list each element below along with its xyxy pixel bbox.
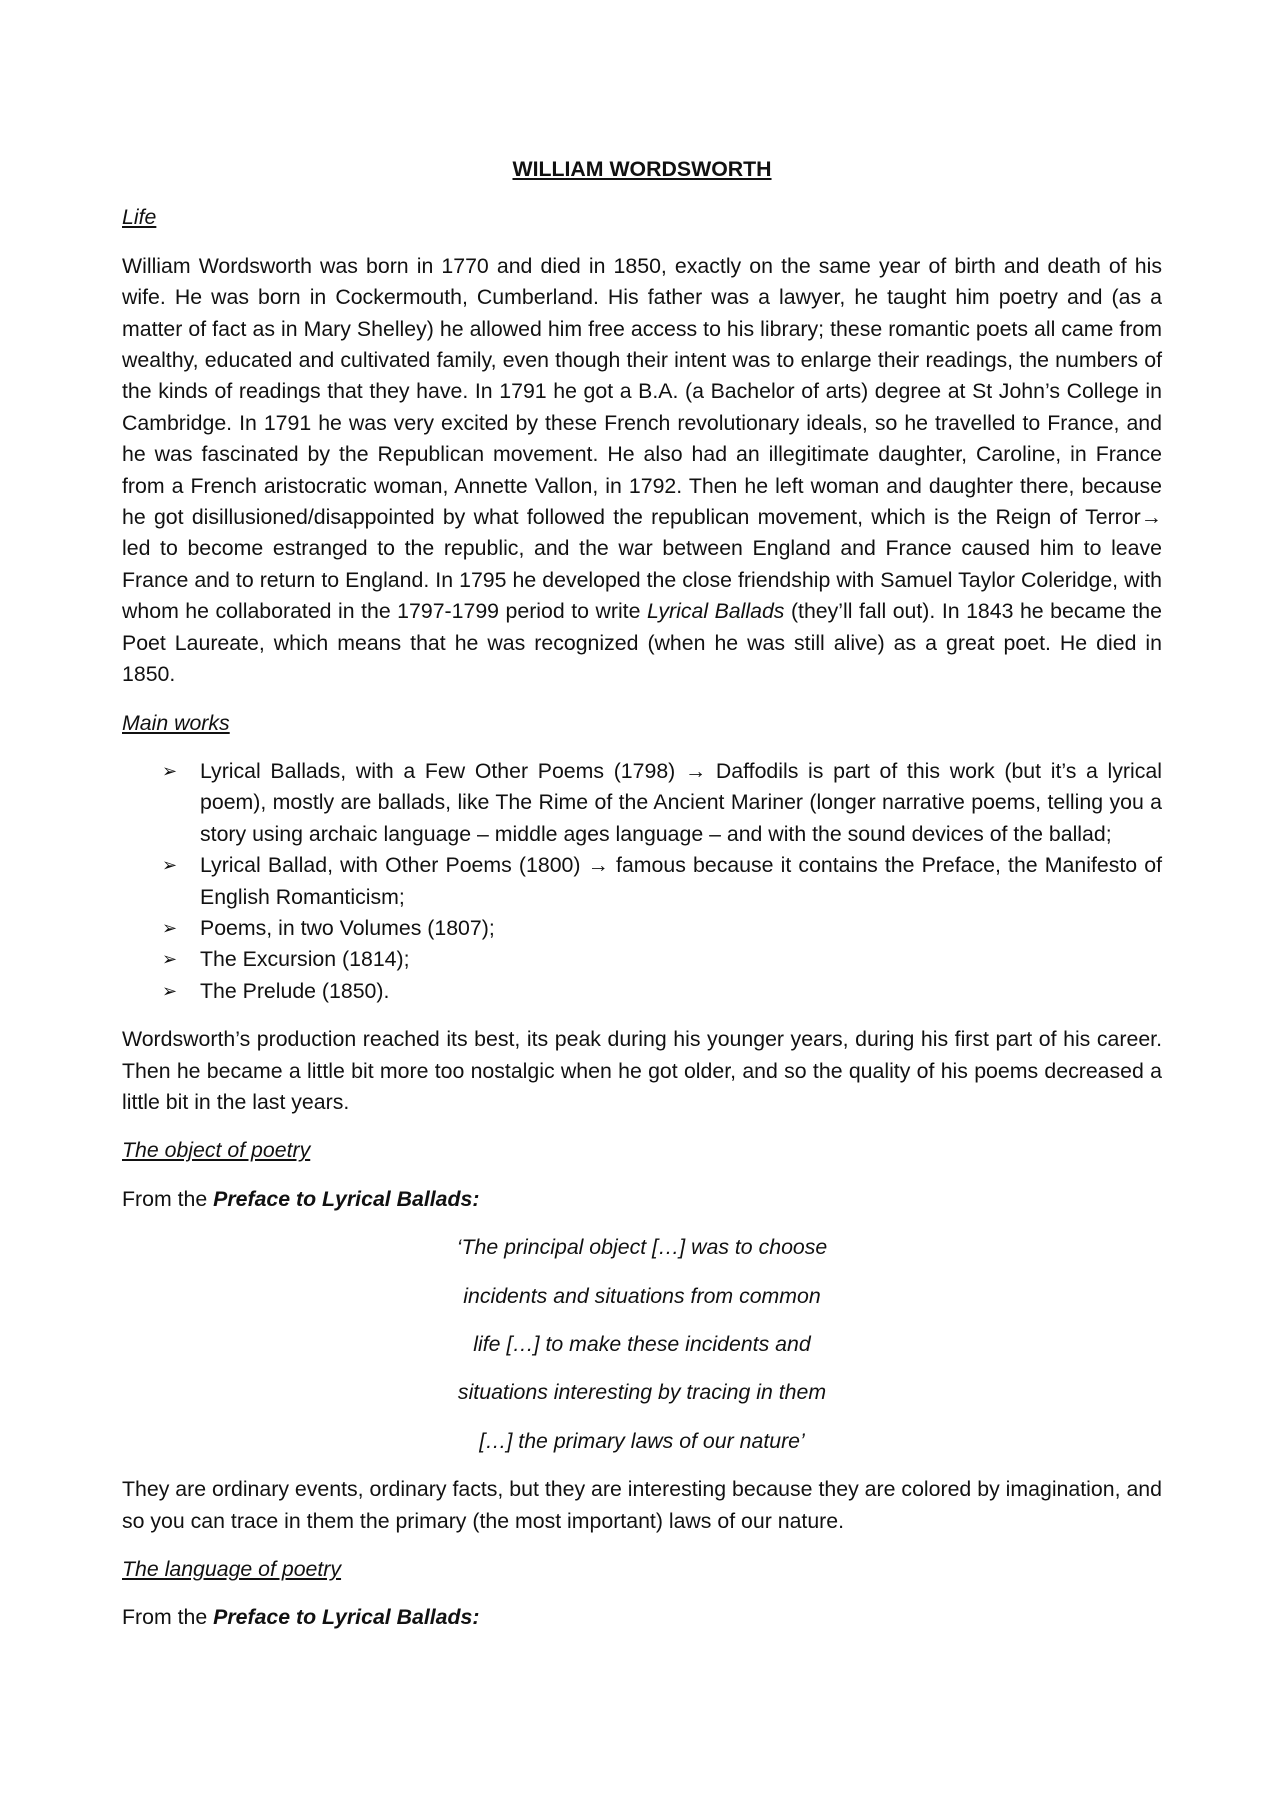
list-item-text: The Prelude (1850).	[200, 978, 390, 1003]
object-intro-line	[122, 1184, 1162, 1215]
quote-line: life […] to make these incidents and	[473, 1332, 811, 1356]
section-heading-object-of-poetry: The object of poetry	[122, 1138, 311, 1163]
main-works-closing-paragraph: Wordsworth’s production reached its best, its peak during his younger years, during his first part of his career. Then he became a little bit more too nostalgic when he got older, and so the quality of his poems decreased a little bit in the last years.	[122, 1027, 1162, 1114]
list-item-text: The Excursion (1814);	[200, 947, 410, 972]
arrow-bullet-icon: ➢	[162, 855, 178, 876]
arrow-bullet-icon: ➢	[162, 917, 178, 938]
life-text-italic-title: Lyrical Ballads	[646, 599, 785, 624]
list-item-text: Poems, in two Volumes (1807);	[200, 915, 495, 940]
language-intro-line	[122, 1602, 1162, 1633]
arrow-bullet-icon: ➢	[162, 980, 178, 1001]
intro-source-title: Preface to Lyrical Ballads:	[213, 1186, 480, 1211]
list-item-text: Lyrical Ballads, with a Few Other Poems (1798) → Daffodils is part of this work (but it’s a lyrical poem), mostly are ballads, like The Rime of the Ancient Mariner (longer narrative poems, telling you a story using archaic language – middle ages language – and with the sound devices of the ballad;	[200, 758, 1162, 846]
quote-line: ‘The principal object […] was to choose	[456, 1235, 828, 1260]
intro-prefix: From the	[122, 1605, 214, 1630]
section-heading-main-works: Main works	[122, 710, 230, 735]
list-item	[122, 944, 1162, 975]
life-paragraph	[122, 251, 1162, 691]
list-item-text: Lyrical Ballad, with Other Poems (1800) → famous because it contains the Preface, the Manifesto of English Romanticism;	[200, 853, 1162, 909]
arrow-bullet-icon: ➢	[162, 760, 178, 781]
list-item	[122, 976, 1162, 1007]
quote-line: […] the primary laws of our nature’	[479, 1428, 805, 1453]
document-title: WILLIAM WORDSWORTH	[512, 157, 772, 181]
quote-line: incidents and situations from common	[463, 1283, 821, 1308]
section-heading-language-of-poetry: The language of poetry	[122, 1557, 342, 1582]
intro-prefix: From the	[122, 1186, 214, 1211]
document-body	[122, 154, 1162, 1651]
list-item	[122, 756, 1162, 850]
section-heading-life: Life	[122, 205, 157, 230]
intro-source-title: Preface to Lyrical Ballads:	[213, 1605, 480, 1630]
list-item	[122, 850, 1162, 913]
preface-quote	[122, 1232, 1162, 1457]
life-text-part-2: (they’ll fall out). In 1843 he became the Poet Laureate, which means that he was recognized (when he was still alive) as a great poet. He died in 1850.	[122, 599, 1162, 687]
arrow-bullet-icon: ➢	[162, 949, 178, 970]
object-explanation-paragraph: They are ordinary events, ordinary facts, but they are interesting because they are colored by imagination, and so you can trace in them the primary (the most important) laws of our nature.	[122, 1477, 1162, 1533]
main-works-list	[122, 756, 1162, 1007]
list-item	[122, 913, 1162, 944]
life-text-part-1: William Wordsworth was born in 1770 and died in 1850, exactly on the same year of birth and death of his wife. He was born in Cockermouth, Cumberland. His father was a lawyer, he taught him poetry and (as a matter of fact as in Mary Shelley) he allowed him free access to his library; these romantic poets all came from wealthy, educated and cultivated family, even though their intent was to enlarge their readings, the numbers of the kinds of readings that they have. In 1791 he got a B.A. (a Bachelor of arts) degree at St John’s College in Cambridge. In 1791 he was very excited by these French revolutionary ideals, so he travelled to France, and he was fascinated by the Republican movement. He also had an illegitimate daughter, Caroline, in France from a French aristocratic woman, Annette Vallon, in 1792. Then he left woman and daughter there, because he got disillusioned/disappointed by what followed the republican movement, which is the Reign of Terror→ led to become estranged to the republic, and the war between England and France caused him to leave France and to return to England. In 1795 he developed the close friendship with Samuel Taylor Coleridge, with whom he collaborated in the 1797-1799 period to write	[122, 253, 1162, 624]
quote-line: situations interesting by tracing in them	[457, 1380, 827, 1405]
